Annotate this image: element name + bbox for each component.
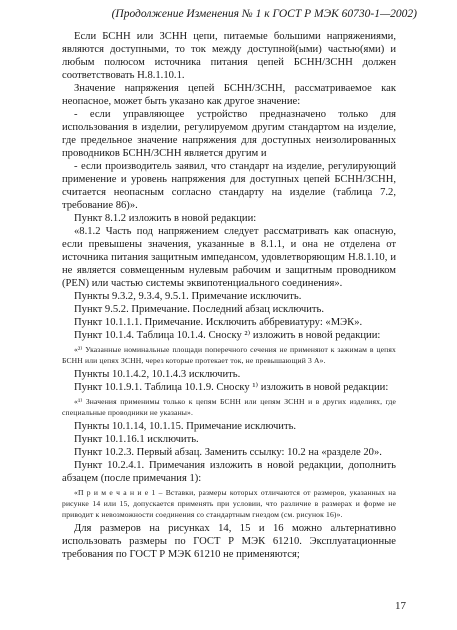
paragraph: Пункт 10.1.16.1 исключить.	[74, 434, 199, 445]
paragraph: Пункты 10.1.4.2, 10.1.4.3 исключить.	[74, 369, 241, 380]
paragraph: Пункт 9.5.2. Примечание. Последний абзац исключить.	[74, 304, 325, 315]
paragraph: Пункт 8.1.2 изложить в новой редакции:	[74, 213, 257, 224]
paragraph: Пункт 10.1.9.1. Таблица 10.1.9. Сноску ¹⁾ изложить в новой редакции:	[74, 382, 389, 393]
paragraph: Пункты 10.1.14, 10.1.15. Примечание исключить.	[74, 421, 297, 432]
document-body	[62, 30, 396, 561]
page-number: 17	[395, 600, 406, 612]
paragraph: Пункт 10.1.1.1. Примечание. Исключить аббревиатуру: «МЭК».	[74, 317, 363, 328]
paragraph: Пункт 10.2.4.1. Примечания изложить в новой редакции, дополнить абзацем (после примечания 1):	[62, 460, 396, 484]
footnote-text: «²⁾ Указанные номинальные площади поперечного сечения не применяют к зажимам в цепях БСНН или цепях ЗСНН, через которые протекает ток, не превышающий 3 А».	[62, 345, 396, 365]
paragraph: - если производитель заявил, что стандарт на изделие, регулирующий применение и уровень напряжения для доступных цепей БСНН/ЗСНН, считается неопасным согласно стандарту на изделие (таблица 7.2, требование 86)».	[62, 161, 396, 211]
paragraph: Пункты 9.3.2, 9.3.4, 9.5.1. Примечание исключить.	[74, 291, 302, 302]
paragraph: Для размеров на рисунках 14, 15 и 16 можно альтернативно использовать размеры по ГОСТ Р МЭК 61210. Эксплуатационные требования по ГОСТ Р МЭК 61210 не применяются;	[62, 523, 396, 560]
paragraph: Пункт 10.2.3. Первый абзац. Заменить ссылку: 10.2 на «разделе 20».	[74, 447, 382, 458]
paragraph: Значение напряжения цепей БСНН/ЗСНН, рассматриваемое как неопасное, может быть указано как другое значение:	[62, 83, 396, 107]
note-text: «П р и м е ч а н и е 1 – Вставки, размеры которых отличаются от размеров, указанных на рисунке 14 или 15, допускается применять при условии, что различие в размерах и форме не приводит к невозможности соединения со стандартным гнездом (см. рисунок 16)».	[62, 488, 396, 519]
footnote-text: «¹⁾ Значения применимы только к цепям БСНН или цепям ЗСНН и в других изделиях, где специальные проводники не указаны».	[62, 397, 396, 417]
running-header: (Продолжение Изменения № 1 к ГОСТ Р МЭК 60730-1—2002)	[111, 8, 417, 20]
paragraph: Пункт 10.1.4. Таблица 10.1.4. Сноску ²⁾ изложить в новой редакции:	[74, 330, 381, 341]
paragraph: Если БСНН или ЗСНН цепи, питаемые большими напряжениями, являются доступными, то ток между доступной(ыми) частью(ями) и любым полюсом источника питания цепей БСНН/ЗСНН должен соответствовать Н.8.1.10.1.	[62, 31, 396, 81]
paragraph: «8.1.2 Часть под напряжением следует рассматривать как опасную, если превышены значения, указанные в 8.1.1, и она не отделена от источника питания защитным импедансом, удовлетворяющим Н.8.1.10, и не является совмещенным нулевым рабочим и защитным проводником (PEN) или частью системы эквипотенциального соединения».	[62, 226, 396, 289]
paragraph: - если управляющее устройство предназначено только для использования в изделии, регулируемом другим стандартом на изделие, где предельное значение напряжения для доступных неизолированных проводников БСНН/ЗСНН является другим и	[62, 109, 396, 159]
